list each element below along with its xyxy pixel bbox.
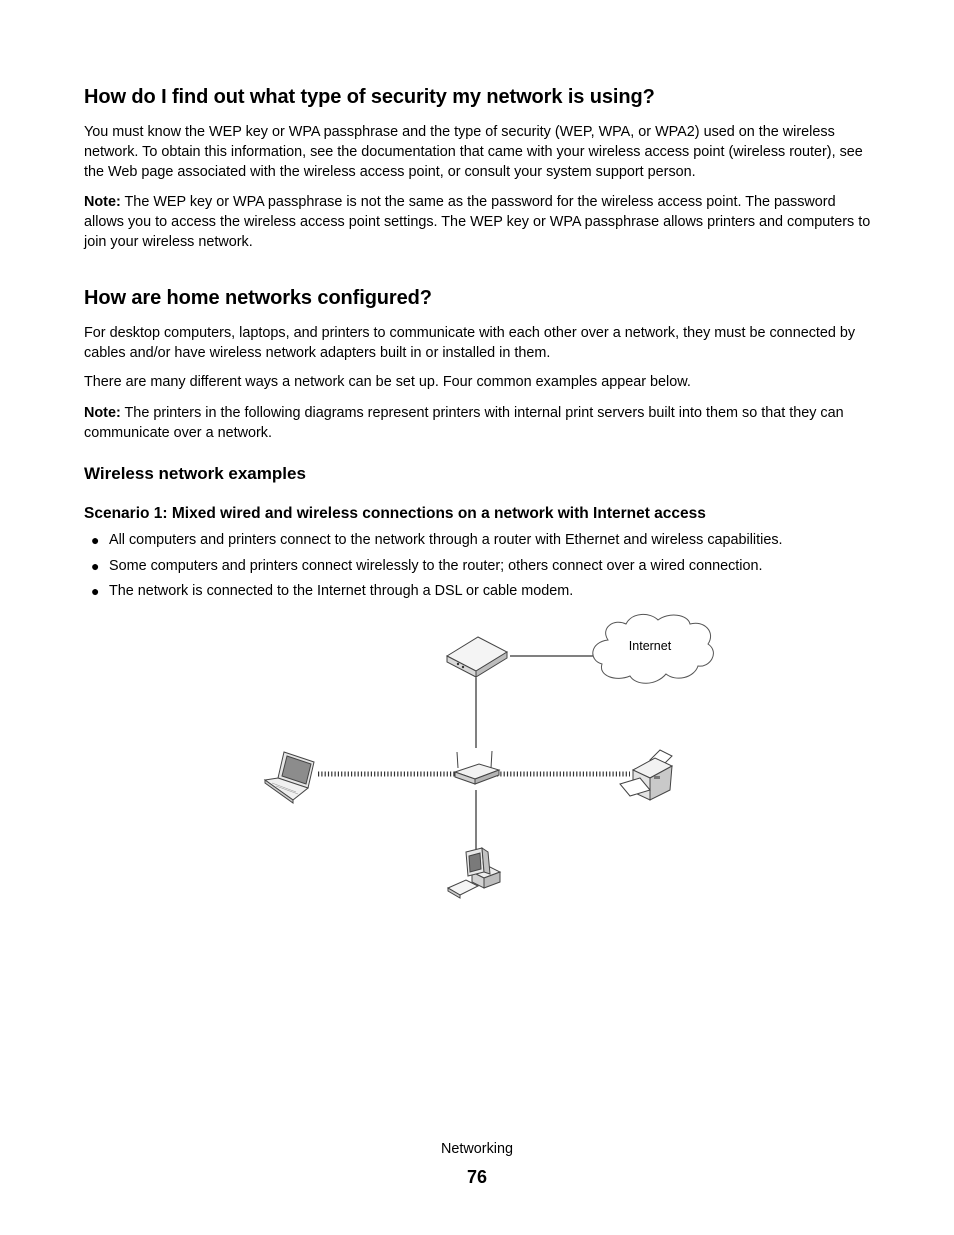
list-item: ● All computers and printers connect to the network through a router with Ethernet and wireless capabilities. [91, 532, 783, 548]
subsection-heading: Wireless network examples [84, 464, 306, 483]
footer-section-name: Networking [441, 1141, 513, 1157]
note-text: The WEP key or WPA passphrase is not the same as the password for the wireless access point. The password allows you to access the wireless access point settings. The WEP key or WPA passphrase allows printers and computers to join your wireless network. [84, 194, 871, 250]
router-icon [455, 751, 499, 784]
bullet-icon: ● [91, 557, 100, 574]
scenario-heading: Scenario 1: Mixed wired and wireless connections on a network with Internet access [84, 505, 706, 522]
note-label: Note: [84, 194, 121, 210]
list-item: ● Some computers and printers connect wirelessly to the router; others connect over a wired connection. [91, 557, 763, 574]
note-text: The printers in the following diagrams represent printers with internal print servers built into them so that they can communicate over a network. [84, 405, 844, 441]
section-heading-security: How do I find out what type of security my network is using? [84, 86, 655, 108]
bullet-icon: ● [91, 583, 100, 599]
cloud-icon [593, 614, 714, 683]
list-item: ● The network is connected to the Internet through a DSL or cable modem. [91, 583, 574, 599]
bullet-icon: ● [91, 532, 100, 548]
note-label: Note: [84, 405, 121, 421]
modem-icon [447, 637, 507, 677]
home-networks-paragraph-1: For desktop computers, laptops, and printers to communicate with each other over a network, they must be connected by cables and/or have wireless network adapters built in or installed in them. [84, 325, 856, 361]
security-paragraph: You must know the WEP key or WPA passphrase and the type of security (WEP, WPA, or WPA2) used on the wireless network. To obtain this information, see the documentation that came with your wireless access point (wireless router), see the Web page associated with the wireless access point, or consult your system support person. [84, 124, 863, 180]
page-number: 76 [466, 1167, 488, 1187]
internet-label: Internet [628, 639, 672, 653]
home-networks-paragraph-2: There are many different ways a network can be set up. Four common examples appear below. [84, 374, 691, 390]
desktop-computer-icon [448, 848, 500, 898]
printer-icon [620, 750, 672, 800]
section-heading-home-networks: How are home networks configured? [84, 287, 432, 309]
laptop-icon [265, 752, 314, 803]
